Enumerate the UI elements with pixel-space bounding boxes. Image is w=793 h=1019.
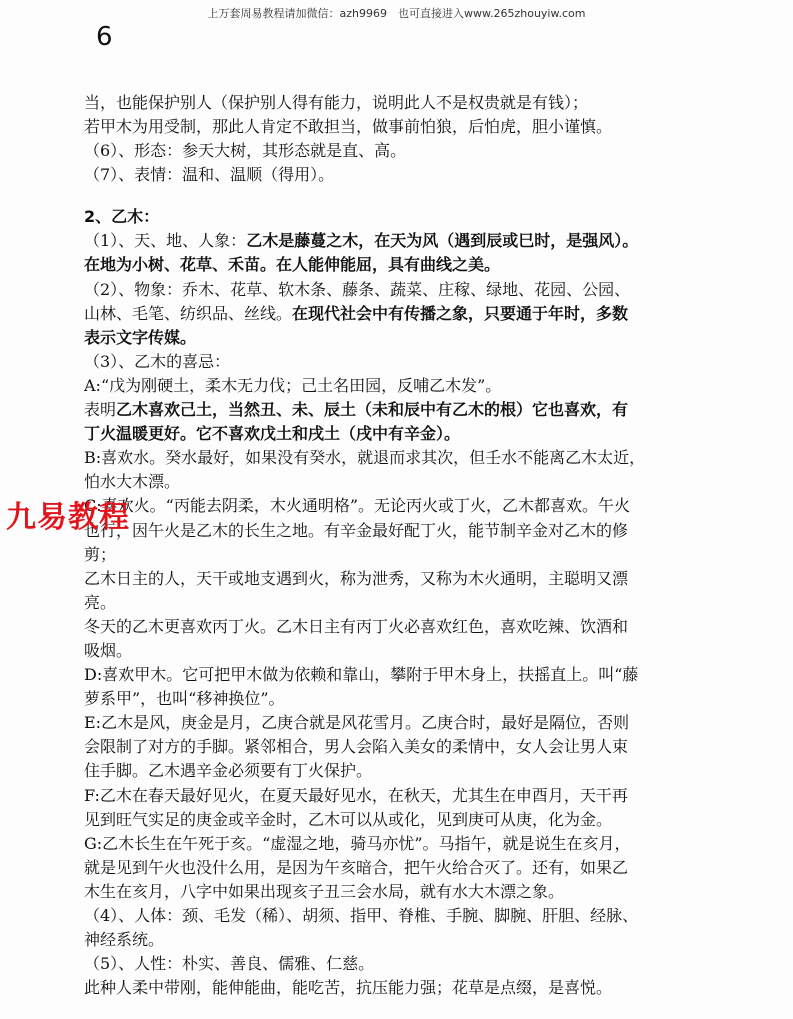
text-span: 怕水大木漂。 — [84, 472, 181, 492]
text-line — [84, 976, 724, 1000]
bold-text: 乙木喜欢己土，当然丑、未、辰土（未和辰中有乙木的根）它也喜欢，有 — [116, 400, 629, 420]
text-line — [84, 591, 724, 615]
text-line — [84, 91, 724, 115]
text-span: 见到旺气实足的庚金或辛金时，乙木可以从或化，见到庚可从庚，化为金。 — [84, 809, 613, 829]
text-line — [84, 350, 724, 374]
bold-text: 表示文字传媒。 — [84, 327, 197, 347]
watermark-logo: 九易教程 — [6, 500, 130, 535]
text-line — [84, 687, 724, 711]
text-line — [84, 615, 724, 639]
section-title: 2、乙木： — [84, 207, 160, 227]
text-span: 乙木日主的人，天干或地支遇到火，称为泄秀，又称为木火通明，主聪明又漂 — [84, 568, 629, 588]
text-span: 山林、毛笔、纺织品、丝线。 — [84, 303, 293, 323]
document-body — [84, 91, 724, 1000]
text-span: 若甲木为用受制，那此人肯定不敢担当，做事前怕狼，后怕虎，胆小谨慎。 — [84, 117, 613, 137]
paragraph-block-b — [84, 229, 724, 1000]
text-span: 萝系甲”，也叫“移神换位”。 — [84, 689, 285, 709]
text-line — [84, 952, 724, 976]
text-span: （4）、人体：颈、毛发（稀）、胡须、指甲、脊椎、手腕、脚腕、肝胆、经脉、 — [84, 906, 639, 925]
text-line — [84, 446, 724, 470]
text-span: （3）、乙木的喜忌： — [84, 351, 231, 371]
text-line — [84, 904, 724, 928]
text-span: 剪； — [84, 544, 117, 564]
text-line — [84, 139, 724, 163]
text-span: B:喜欢水。癸水最好，如果没有癸水，就退而求其次，但壬水不能离乙木太近， — [84, 448, 646, 468]
text-line — [84, 928, 724, 952]
text-line — [84, 880, 724, 904]
text-line — [84, 163, 724, 187]
text-line — [84, 784, 724, 808]
text-line — [84, 543, 724, 567]
text-span: （5）、人性：朴实、善良、儒雅、仁慈。 — [84, 954, 375, 974]
text-span: 冬天的乙木更喜欢丙丁火。乙木日主有丙丁火必喜欢红色，喜欢吃辣、饮酒和 — [84, 616, 629, 636]
text-span: A:“戊为刚硬土，柔木无力伐；己土名田园，反哺乙木发”。 — [84, 375, 502, 395]
text-line — [84, 735, 724, 759]
text-line — [84, 398, 724, 422]
page-number: 6 — [96, 22, 113, 52]
text-line — [84, 470, 724, 494]
text-span: D:喜欢甲木。它可把甲木做为依赖和靠山，攀附于甲木身上，扶摇直上。叫“藤 — [84, 665, 639, 685]
text-span: 就是见到午火也没什么用，是因为午亥暗合，把午火给合灭了。还有，如果乙 — [84, 857, 629, 877]
text-line — [84, 567, 724, 591]
paragraph-block-a — [84, 91, 724, 187]
text-span: E:乙木是风，庚金是月，乙庚合就是风花雪月。乙庚合时，最好是隔位，否则 — [84, 713, 630, 733]
text-span: 会限制了对方的手脚。紧邻相合，男人会陷入美女的柔情中，女人会让男人束 — [84, 737, 629, 757]
bold-text: 在地为小树、花草、禾苗。在人能伸能屈，具有曲线之美。 — [84, 255, 501, 275]
text-span: G:乙木长生在午死于亥。“虚湿之地，骑马亦忧”。马指午，就是说生在亥月， — [84, 833, 631, 853]
section-gap — [84, 187, 724, 203]
bold-text: 丁火温暖更好。它不喜欢戊土和戌土（戌中有辛金）。 — [84, 424, 461, 444]
text-span: 木生在亥月，八字中如果出现亥子丑三会水局，就有水大木漂之象。 — [84, 881, 565, 901]
text-line — [84, 494, 724, 518]
text-line — [84, 326, 724, 350]
text-span: 亮。 — [84, 592, 117, 612]
text-line — [84, 808, 724, 832]
text-span: 当，也能保护别人（保护别人得有能力，说明此人不是权贵就是有钱）； — [84, 93, 589, 112]
text-span: （7）、表情：温和、温顺（得用）。 — [84, 165, 335, 185]
text-span: 神经系统。 — [84, 930, 165, 950]
bold-text: 在现代社会中有传播之象，只要通于年时，多数 — [292, 303, 629, 323]
text-line — [84, 278, 724, 302]
text-line — [84, 519, 724, 543]
text-line — [84, 229, 724, 253]
text-line — [84, 253, 724, 277]
page-header-ad: 上万套周易教程请加微信：azh9969 也可直接进入www.265zhouyiw.com — [207, 7, 586, 20]
text-line — [84, 759, 724, 783]
text-span: 也行，因午火是乙木的长生之地。有辛金最好配丁火，能节制辛金对乙木的修 — [84, 520, 629, 540]
text-span: F:乙木在春天最好见火，在夏天最好见水，在秋天，尤其生在申酉月，天干再 — [84, 785, 628, 805]
text-span: （6）、形态：参天大树，其形态就是直、高。 — [84, 141, 407, 161]
text-line — [84, 856, 724, 880]
text-line — [84, 302, 724, 326]
text-line — [84, 374, 724, 398]
text-span: 吸烟。 — [84, 640, 133, 660]
text-span: C:喜欢火。“丙能去阴柔，木火通明格”。无论丙火或丁火，乙木都喜欢。午火 — [84, 496, 630, 516]
text-span: （2）、物象：乔木、花草、软木条、藤条、蔬菜、庄稼、绿地、花园、公园、 — [84, 279, 631, 299]
text-line — [84, 115, 724, 139]
text-line — [84, 422, 724, 446]
text-line — [84, 663, 724, 687]
text-line — [84, 639, 724, 663]
bold-text: 乙木是藤蔓之木，在天为风（遇到辰或巳时，是强风）。 — [246, 231, 639, 251]
text-span: 住手脚。乙木遇辛金必须要有丁火保护。 — [84, 761, 373, 781]
text-span: 表明 — [84, 400, 117, 420]
text-span: 此种人柔中带刚，能伸能曲，能吃苦，抗压能力强；花草是点缀，是喜悦。 — [84, 978, 613, 998]
text-line — [84, 832, 724, 856]
text-span: （1）、天、地、人象： — [84, 231, 247, 251]
text-line — [84, 711, 724, 735]
